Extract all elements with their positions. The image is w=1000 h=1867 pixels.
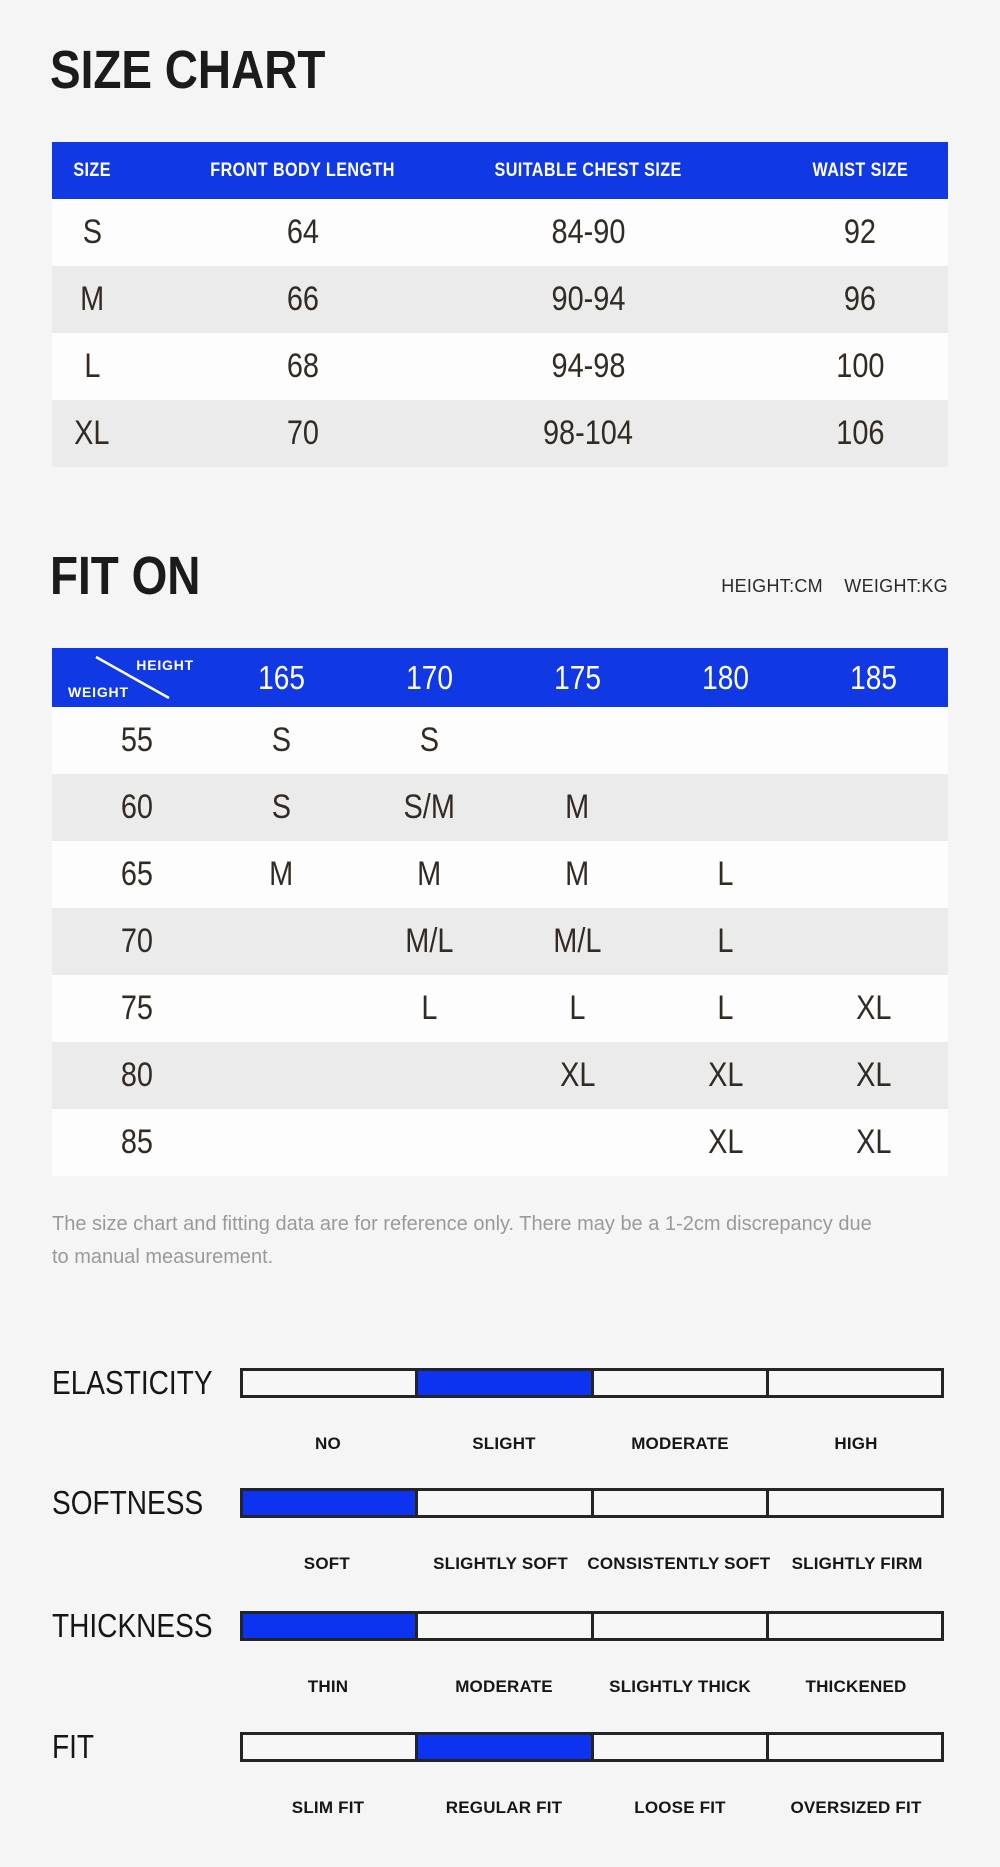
size-chart-cell-text: 98-104 — [543, 414, 633, 452]
size-chart-cell-waist_size — [702, 400, 948, 467]
attribute-option-labels — [240, 1554, 944, 1574]
bar-segment — [769, 1371, 941, 1395]
bar-segment — [418, 1491, 593, 1515]
attribute-name-text: ELASTICITY — [52, 1364, 213, 1401]
size-chart-title-text: SIZE CHART — [50, 40, 326, 100]
fit-on-size-cell — [355, 707, 503, 774]
bar-segment — [594, 1735, 769, 1759]
bar-segment — [243, 1735, 418, 1759]
fit-on-size-cell — [207, 908, 355, 975]
fit-on-size-cell — [207, 707, 355, 774]
bar-segment — [594, 1491, 769, 1515]
fit-on-size-cell — [800, 1109, 948, 1176]
fit-on-size-cell — [652, 774, 800, 841]
size-chart-cell-front_body_length — [132, 266, 474, 333]
attribute-option-labels — [240, 1798, 944, 1818]
attribute-option-label: REGULAR FIT — [445, 1798, 563, 1817]
attribute-option-label: CONSISTENTLY SOFT — [587, 1554, 771, 1573]
size-chart-cell-text: 92 — [843, 213, 877, 251]
fit-on-height-header-text: 165 — [257, 658, 305, 696]
size-chart-cell-waist_size — [702, 333, 948, 400]
fit-on-size-cell — [652, 975, 800, 1042]
fit-on-size-cell — [652, 1042, 800, 1109]
size-chart-column-header — [52, 142, 132, 199]
fit-on-size-cell — [503, 707, 651, 774]
fit-on-height-header — [503, 648, 651, 707]
attribute-rating-bar — [240, 1488, 944, 1518]
size-chart-cell-text: 94-98 — [551, 347, 625, 385]
fit-on-size-cell — [207, 841, 355, 908]
attribute-option-label: OVERSIZED FIT — [790, 1798, 922, 1817]
fit-on-size-text: XL — [856, 1123, 892, 1161]
size-chart-cell-suitable_chest_size — [474, 266, 702, 333]
fit-on-weight-text: 85 — [120, 1123, 153, 1161]
size-chart-cell-size — [52, 199, 132, 266]
fit-on-size-cell — [207, 975, 355, 1042]
fit-on-height-header — [652, 648, 800, 707]
attribute-name-text: THICKNESS — [52, 1607, 213, 1644]
attribute-option-label: SLIGHTLY SOFT — [433, 1554, 568, 1573]
fit-on-weight-text: 80 — [120, 1056, 153, 1094]
attribute-option-label: NO — [315, 1434, 341, 1453]
fit-on-size-text: M/L — [405, 922, 454, 960]
size-chart-cell-size — [52, 266, 132, 333]
units-legend — [721, 576, 948, 596]
fit-on-size-cell — [503, 908, 651, 975]
attribute-name-text: FIT — [52, 1728, 95, 1765]
fit-on-size-text: S — [419, 721, 439, 759]
size-chart-cell-text: XL — [74, 414, 110, 452]
bar-segment — [418, 1614, 593, 1638]
fit-on-row — [52, 1042, 948, 1109]
fit-on-size-cell — [503, 975, 651, 1042]
bar-segment — [594, 1371, 769, 1395]
fit-on-height-header-text: 180 — [702, 658, 750, 696]
fit-on-row — [52, 774, 948, 841]
fit-on-size-cell — [800, 774, 948, 841]
size-chart-row — [52, 400, 948, 467]
fit-on-size-text: XL — [708, 1123, 744, 1161]
bar-segment — [769, 1735, 941, 1759]
size-chart-body — [52, 199, 948, 467]
fit-on-weight-text: 65 — [120, 855, 153, 893]
height-unit-label: HEIGHT:CM — [721, 576, 823, 596]
weight-unit-label: WEIGHT:KG — [844, 576, 948, 596]
fit-on-weight-text: 55 — [120, 721, 153, 759]
size-chart-row — [52, 333, 948, 400]
attribute-option-labels — [240, 1434, 944, 1454]
bar-segment — [243, 1371, 418, 1395]
bar-segment-selected — [418, 1371, 593, 1395]
fit-on-title — [50, 548, 227, 604]
attribute-option-label: THIN — [307, 1677, 349, 1696]
disclaimer-line: The size chart and fitting data are for reference only. There may be a 1-2cm discrepancy due — [52, 1213, 872, 1235]
fit-on-size-cell — [503, 841, 651, 908]
attribute-option-label: MODERATE — [631, 1434, 729, 1453]
size-chart-cell-suitable_chest_size — [474, 199, 702, 266]
fit-on-table — [52, 648, 948, 1176]
size-chart-cell-size — [52, 400, 132, 467]
fit-on-height-header — [355, 648, 503, 707]
size-chart-cell-text: 106 — [835, 414, 885, 452]
fit-on-size-cell — [652, 908, 800, 975]
fit-on-size-cell — [207, 774, 355, 841]
size-chart-cell-text: 68 — [286, 347, 320, 385]
size-chart-header-row — [52, 142, 948, 199]
attribute-option-label: SLIM FIT — [291, 1798, 365, 1817]
fit-on-height-header-text: 185 — [850, 658, 898, 696]
fit-on-weight-cell — [52, 841, 207, 908]
fit-on-size-text: L — [569, 989, 586, 1027]
fit-on-weight-cell — [52, 975, 207, 1042]
fit-on-weight-text: 75 — [120, 989, 153, 1027]
height-weight-axis-cell — [52, 648, 207, 707]
fit-on-height-header-text: 175 — [554, 658, 601, 696]
size-chart-cell-text: 100 — [835, 347, 885, 385]
bar-segment-selected — [243, 1491, 418, 1515]
fit-on-size-text: S/M — [403, 788, 455, 826]
fit-on-size-cell — [503, 774, 651, 841]
fit-on-size-text: L — [717, 855, 734, 893]
attribute-name — [52, 1607, 241, 1644]
fit-on-size-text: L — [717, 989, 734, 1027]
size-chart-column-header-text: WAIST SIZE — [812, 159, 908, 181]
fit-on-size-cell — [652, 707, 800, 774]
fit-on-size-cell — [207, 1042, 355, 1109]
attribute-rating-bar — [240, 1368, 944, 1398]
fit-on-size-text: XL — [856, 989, 892, 1027]
fit-on-size-cell — [652, 1109, 800, 1176]
fit-on-size-text: M — [269, 855, 294, 893]
fit-on-weight-text: 70 — [120, 922, 153, 960]
size-chart-cell-front_body_length — [132, 333, 474, 400]
fit-on-size-cell — [800, 908, 948, 975]
bar-segment — [769, 1491, 941, 1515]
fit-on-size-text: L — [717, 922, 734, 960]
size-chart-cell-text: S — [82, 213, 102, 251]
disclaimer-note — [52, 1208, 948, 1274]
attribute-option-label: SOFT — [303, 1554, 350, 1573]
size-chart-table — [52, 142, 948, 467]
size-chart-cell-waist_size — [702, 266, 948, 333]
size-chart-column-header-text: FRONT BODY LENGTH — [210, 159, 396, 181]
attribute-name — [52, 1484, 230, 1521]
fit-on-height-header-text: 170 — [405, 658, 453, 696]
attribute-option-label: LOOSE FIT — [634, 1798, 726, 1817]
bar-segment — [769, 1614, 941, 1638]
fit-on-size-cell — [800, 1042, 948, 1109]
size-chart-cell-text: 70 — [286, 414, 320, 452]
size-chart-cell-front_body_length — [132, 400, 474, 467]
size-chart-cell-suitable_chest_size — [474, 333, 702, 400]
attribute-softness — [52, 1484, 948, 1588]
fit-on-size-cell — [503, 1109, 651, 1176]
fit-on-weight-cell — [52, 1042, 207, 1109]
size-chart-column-header-text: SUITABLE CHEST SIZE — [494, 159, 682, 181]
fit-on-weight-cell — [52, 707, 207, 774]
axis-column-label: HEIGHT — [136, 657, 194, 673]
fit-on-header-row — [52, 648, 948, 707]
fit-on-size-text: M — [565, 788, 590, 826]
attribute-name-text: SOFTNESS — [52, 1484, 204, 1521]
size-chart-column-header — [132, 142, 474, 199]
size-chart-cell-text: 66 — [286, 280, 320, 318]
fit-on-size-text: S — [271, 721, 291, 759]
fit-on-size-cell — [652, 841, 800, 908]
attribute-name — [52, 1364, 241, 1401]
axis-row-label: WEIGHT — [68, 684, 129, 700]
size-chart-cell-waist_size — [702, 199, 948, 266]
fit-on-size-cell — [355, 841, 503, 908]
attribute-rating-bar — [240, 1611, 944, 1641]
attribute-option-label: THICKENED — [805, 1677, 907, 1696]
size-chart-cell-text: L — [83, 347, 101, 385]
bar-segment-selected — [418, 1735, 593, 1759]
size-chart-cell-front_body_length — [132, 199, 474, 266]
fit-on-size-cell — [355, 1042, 503, 1109]
fit-on-size-cell — [503, 1042, 651, 1109]
size-chart-column-header — [474, 142, 702, 199]
fit-on-weight-cell — [52, 908, 207, 975]
bar-segment-selected — [243, 1614, 418, 1638]
size-chart-title — [50, 42, 374, 98]
attribute-thickness — [52, 1607, 948, 1711]
attribute-rating-bar — [240, 1732, 944, 1762]
fit-on-weight-cell — [52, 774, 207, 841]
fit-on-size-cell — [800, 975, 948, 1042]
fit-on-row — [52, 1109, 948, 1176]
fit-on-row — [52, 908, 948, 975]
fit-on-size-text: S — [271, 788, 291, 826]
size-chart-column-header-text: SIZE — [73, 159, 111, 181]
fit-on-row — [52, 975, 948, 1042]
fit-on-body — [52, 707, 948, 1176]
bar-segment — [594, 1614, 769, 1638]
attribute-option-label: SLIGHT — [472, 1434, 536, 1453]
attribute-option-label: HIGH — [834, 1434, 878, 1453]
attribute-option-label: MODERATE — [455, 1677, 553, 1696]
size-chart-cell-text: 64 — [286, 213, 320, 251]
fit-on-size-text: M — [565, 855, 590, 893]
fit-on-size-text: XL — [559, 1056, 596, 1094]
attribute-name — [52, 1728, 101, 1765]
fit-on-size-cell — [800, 707, 948, 774]
fit-on-size-text: M — [417, 855, 442, 893]
size-chart-cell-text: M — [79, 280, 105, 318]
attribute-option-label: SLIGHTLY THICK — [609, 1677, 751, 1696]
fit-on-size-text: XL — [708, 1056, 744, 1094]
fit-on-height-header — [800, 648, 948, 707]
size-chart-cell-suitable_chest_size — [474, 400, 702, 467]
attribute-fit — [52, 1728, 948, 1832]
size-chart-cell-text: 90-94 — [551, 280, 625, 318]
attribute-option-label: SLIGHTLY FIRM — [791, 1554, 923, 1573]
fit-on-size-text: XL — [856, 1056, 892, 1094]
fit-on-weight-text: 60 — [120, 788, 153, 826]
fit-on-size-cell — [207, 1109, 355, 1176]
size-chart-cell-text: 96 — [843, 280, 877, 318]
fit-on-title-text: FIT ON — [50, 546, 201, 606]
size-chart-row — [52, 199, 948, 266]
attribute-bars-section — [52, 1364, 948, 1838]
size-chart-column-header — [702, 142, 948, 199]
fit-on-size-text: M/L — [553, 922, 602, 960]
fit-on-size-cell — [355, 908, 503, 975]
fit-on-weight-cell — [52, 1109, 207, 1176]
fit-on-size-cell — [355, 774, 503, 841]
fit-on-row — [52, 841, 948, 908]
fit-on-size-cell — [355, 1109, 503, 1176]
fit-on-size-text: L — [421, 989, 438, 1027]
fit-on-row — [52, 707, 948, 774]
size-chart-row — [52, 266, 948, 333]
attribute-elasticity — [52, 1364, 948, 1468]
size-chart-cell-text: 84-90 — [551, 213, 625, 251]
fit-on-size-cell — [800, 841, 948, 908]
attribute-option-labels — [240, 1677, 944, 1697]
size-chart-cell-size — [52, 333, 132, 400]
disclaimer-line: to manual measurement. — [52, 1246, 274, 1268]
fit-on-size-cell — [355, 975, 503, 1042]
fit-on-height-header — [207, 648, 355, 707]
